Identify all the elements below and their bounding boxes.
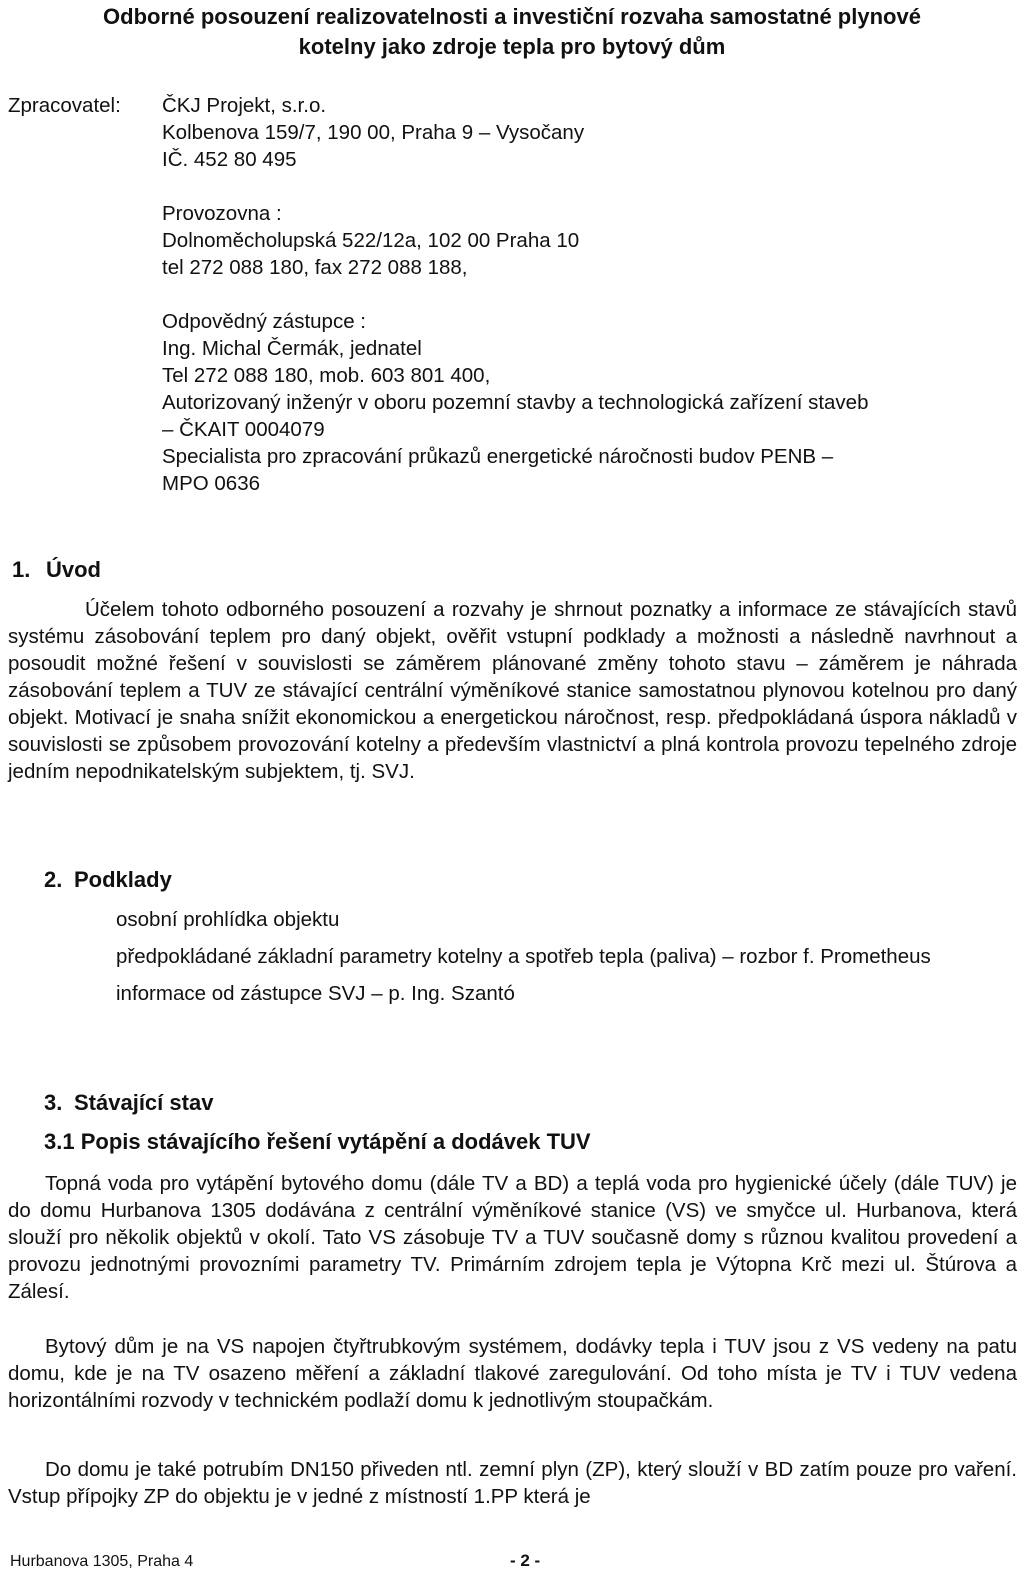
section-1-heading xyxy=(12,556,101,584)
author-label: Zpracovatel: xyxy=(8,94,121,117)
section-2-title: Podklady xyxy=(74,867,172,892)
section-2-number: 2. xyxy=(44,867,63,892)
page-number: - 2 - xyxy=(510,1551,541,1570)
section-2-heading xyxy=(44,866,172,894)
rep-authorization-line-1: Autorizovaný inženýr v oboru pozemní stavby a technologická zařízení staveb xyxy=(162,391,869,414)
branch-address: Dolnoměcholupská 522/12a, 102 00 Praha 10 xyxy=(162,229,580,252)
rep-name: Ing. Michal Čermák, jednatel xyxy=(162,337,422,360)
footer-address: Hurbanova 1305, Praha 4 xyxy=(10,1553,194,1570)
branch-label: Provozovna : xyxy=(162,202,282,225)
rep-specialist-line-2: MPO 0636 xyxy=(162,472,260,495)
document-title xyxy=(0,2,1024,62)
rep-label: Odpovědný zástupce : xyxy=(162,310,366,333)
subsection-3-1-paragraph-3: Do domu je také potrubím DN150 přiveden ntl. zemní plyn (ZP), který slouží v BD zatím pouze pro vaření. Vstup přípojky ZP do objektu je v jedné z místností 1.PP která je xyxy=(8,1458,1017,1508)
section-3-title: Stávající stav xyxy=(74,1090,214,1115)
sources-list xyxy=(116,906,996,1017)
title-line-2: kotelny jako zdroje tepla pro bytový dům xyxy=(298,34,726,59)
section-1-number: 1. xyxy=(12,557,31,582)
title-line-1: Odborné posouzení realizovatelnosti a investiční rozvaha samostatné plynové xyxy=(103,4,921,29)
author-details xyxy=(162,92,1012,497)
section-1-title: Úvod xyxy=(46,557,101,582)
rep-phone: Tel 272 088 180, mob. 603 801 400, xyxy=(162,364,491,387)
section-3-number: 3. xyxy=(44,1090,63,1115)
subsection-3-1-title: Popis stávajícího řešení vytápění a dodávek TUV xyxy=(80,1129,591,1154)
branch-phone: tel 272 088 180, fax 272 088 188, xyxy=(162,256,468,279)
subsection-3-1-paragraph-1: Topná voda pro vytápění bytového domu (dále TV a BD) a teplá voda pro hygienické účely (dále TUV) je do domu Hurbanova 1305 dodávána z centrální výměníkové stanice (VS) ve smyčce ul. Hurbanova, která slouží pro několik objektů v okolí. Tato VS zásobuje TV a TUV současně domy s různou kvalitou provedení a provozu jednotnými provozními parametry TV. Primárním zdrojem tepla je Výtopna Krč mezi ul. Štúrova a Zálesí. xyxy=(8,1172,1017,1303)
subsection-3-1-heading xyxy=(44,1128,591,1156)
company-block xyxy=(162,92,1012,173)
list-item: předpokládané základní parametry kotelny a spotřeb tepla (paliva) – rozbor f. Prometheus xyxy=(116,945,931,968)
section-1-paragraph: Účelem tohoto odborného posouzení a rozvahy je shrnout poznatky a informace ze stávajících stavů systému zásobování teplem pro daný objekt, ověřit vstupní podklady a možnosti a následně navrhnout a posoudit možné řešení v souvislosti se záměrem plánované změny tohoto stavu – záměrem je náhrada zásobování teplem a TUV ze stávající centrální výměníkové stanice samostatnou plynovou kotelnou pro daný objekt. Motivací je snaha snížit ekonomickou a energetickou náročnost, resp. předpokládaná úspora nákladů v souvislosti se způsobem provozování kotelny a především vlastnictví a plná kontrola provozu tepelného zdroje jedním nepodnikatelským subjektem, tj. SVJ. xyxy=(8,598,1017,783)
list-item: informace od zástupce SVJ – p. Ing. Szantó xyxy=(116,982,515,1005)
list-item: osobní prohlídka objektu xyxy=(116,908,340,931)
subsection-3-1-number: 3.1 xyxy=(44,1129,75,1154)
representative-block xyxy=(162,308,1012,497)
company-ico: IČ. 452 80 495 xyxy=(162,148,297,171)
rep-authorization-line-2: – ČKAIT 0004079 xyxy=(162,418,325,441)
subsection-3-1-paragraph-2: Bytový dům je na VS napojen čtyřtrubkovým systémem, dodávky tepla i TUV jsou z VS vedeny na patu domu, kde je na TV osazeno měření a základní tlakové zaregulování. Od toho místa je TV i TUV vedena horizontálními rozvody v technickém podlaží domu k jednotlivým stoupačkám. xyxy=(8,1335,1017,1412)
rep-specialist-line-1: Specialista pro zpracování průkazů energetické náročnosti budov PENB – xyxy=(162,445,834,468)
company-address: Kolbenova 159/7, 190 00, Praha 9 – Vysočany xyxy=(162,121,585,144)
company-name: ČKJ Projekt, s.r.o. xyxy=(162,94,327,117)
branch-block xyxy=(162,200,1012,281)
section-3-heading xyxy=(44,1089,213,1117)
